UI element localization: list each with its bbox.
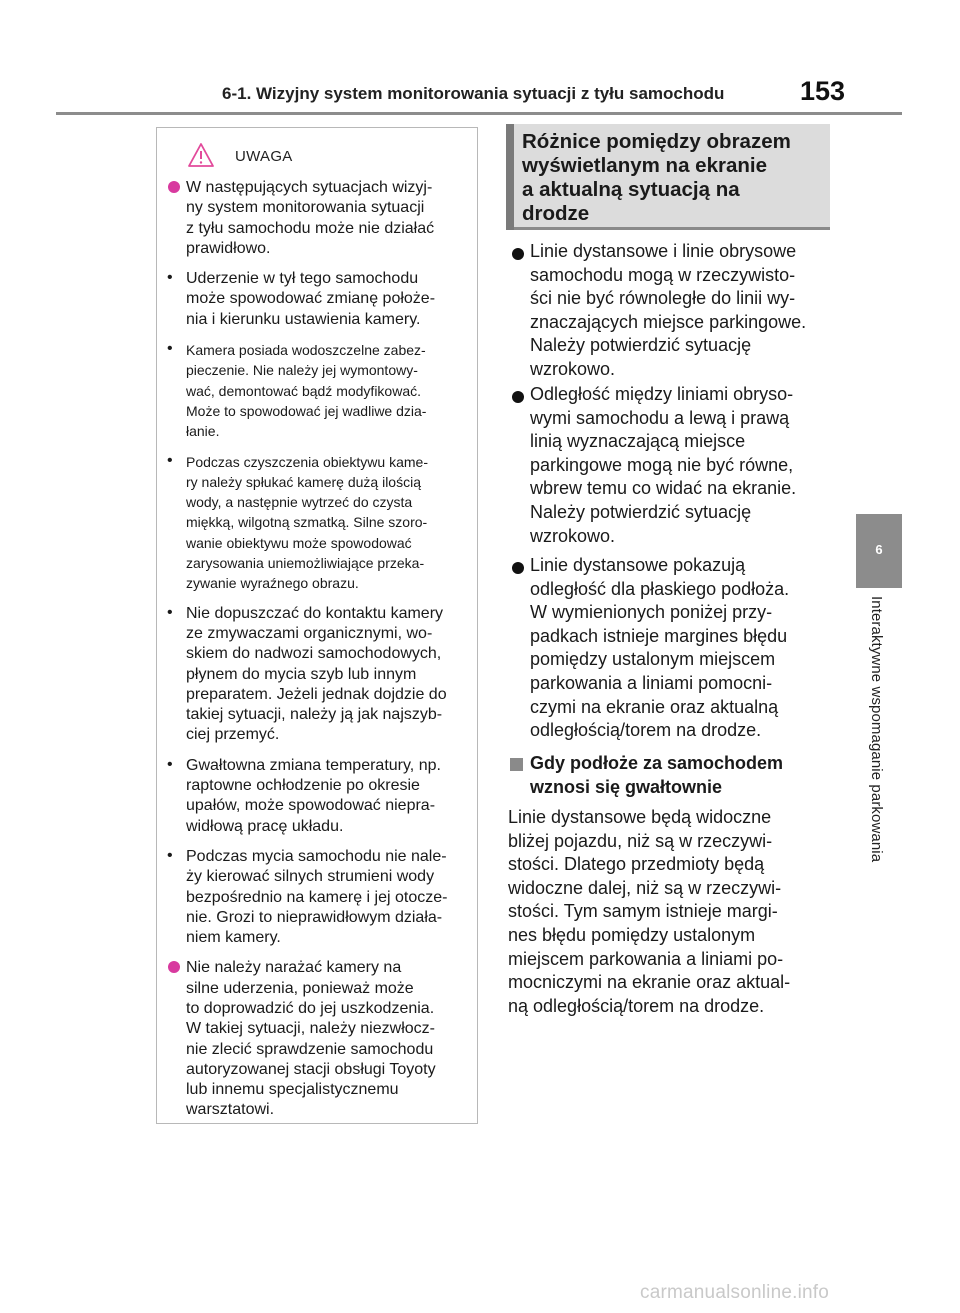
warning-item-text: Uderzenie w tył tego samochodu może spowodować zmianę położe- nia i kierunku ustawienia kamery. — [186, 270, 436, 328]
page-number: 153 — [800, 76, 846, 106]
bullet-icon: • — [167, 451, 173, 469]
bullet-icon: • — [167, 603, 173, 621]
warning-item — [157, 756, 477, 837]
section-item-text: Linie dystansowe i linie obrysowe samochodu mogą w rzeczywisto- ści nie być równoległe do linii wy- znaczających miejsce parkingowe. Należy potwierdzić sytuację wzrokowo. — [530, 241, 807, 379]
warning-item-text: Podczas czyszczenia obiektywu kame- ry należy spłukać kamerę dużą ilością wody, a następnie wytrzeć do czysta miękką, wilgotną szmatką. Silne szoro- wanie obiektywu może spowodować zarysowania uniemożliwiające przeka- zywanie wyraźnego obrazu. — [186, 453, 428, 592]
header-rule — [56, 112, 902, 115]
section-item-text: Linie dystansowe pokazują odległość dla płaskiego podłoża. W wymienionych poniżej przy- padkach istnieje margines błędu pomiędzy ustalonym miejscem parkowania a liniami pomocni- czymi na ekranie oraz aktualną odległością/torem na drodze. — [530, 555, 790, 741]
black-dot-icon — [512, 248, 524, 260]
section-item — [508, 240, 832, 382]
warning-box — [156, 127, 478, 1124]
body-paragraph: Linie dystansowe będą widoczne bliżej pojazdu, niż są w rzeczywi- stości. Dlatego przedmioty będą widoczne dalej, niż są w rzeczywi- stości. Tym samym istnieje margi- nes błędu pomiędzy ustalonym miejscem parkowania a liniami po- mocniczymi na ekranie oraz aktual- ną odległością/torem na drodze. — [508, 807, 791, 1016]
pink-dot-icon — [168, 961, 180, 973]
bullet-icon: • — [167, 269, 173, 287]
watermark: carmanualsonline.info — [640, 1282, 830, 1303]
warning-item-text: Kamera posiada wodoszczelne zabez- pieczenie. Nie należy jej wymontowy- wać, demontować bądź modyfikować. Może to spowodować jej wadliwe dzia- łanie. — [186, 342, 427, 440]
warning-item-text: W następujących sytuacjach wizyj- ny system monitorowania sytuacji z tyłu samochodu może nie działać prawidłowo. — [186, 179, 435, 257]
section-item — [508, 554, 832, 743]
subheading — [508, 752, 832, 799]
running-header: 6-1. Wizyjny system monitorowania sytuacji z tyłu samochodu — [222, 84, 725, 103]
warning-header — [173, 142, 463, 170]
bullet-icon: • — [167, 340, 173, 358]
section-item — [508, 383, 832, 548]
warning-triangle-icon — [187, 142, 215, 168]
black-dot-icon — [512, 562, 524, 574]
black-dot-icon — [512, 391, 524, 403]
warning-item-text: Nie dopuszczać do kontaktu kamery ze zmywaczami organicznymi, wo- skiem do nadwozi samochodowych, płynem do mycia szyb lub innym preparatem. Jeżeli jednak dojdzie do takiej sytuacji, należy ją jak najszyb- ciej przemyć. — [186, 604, 447, 744]
warning-item-text: Gwałtowna zmiana temperatury, np. raptowne ochłodzenie po okresie upałów, może spowodować niepra- widłową pracę układu. — [186, 756, 441, 835]
section-heading-accent — [506, 124, 514, 230]
warning-item — [157, 452, 477, 594]
warning-item-text: Nie należy narażać kamery na silne uderzenia, ponieważ może to doprowadzić do jej uszkodzenia. W takiej sytuacji, należy niezwłocz- nie zlecić sprawdzenie samochodu autoryzowanej stacji obsługi Toyoty lub innemu specjalistycznemu warsztatowi. — [186, 959, 436, 1119]
warning-item — [157, 340, 477, 441]
warning-list — [157, 178, 477, 1131]
warning-item — [157, 604, 477, 746]
chapter-number: 6 — [875, 542, 883, 557]
bullet-icon: • — [167, 846, 173, 864]
section-item-text: Odległość między liniami obryso- wymi samochodu a lewą i prawą linią wyznaczającą miejsce parkingowe mogą nie być równe, wbrew temu co widać na ekranie. Należy potwierdzić sytuację wzrokowo. — [530, 384, 797, 546]
warning-item — [157, 178, 477, 259]
pink-dot-icon — [168, 181, 180, 193]
warning-item-text: Podczas mycia samochodu nie nale- ży kierować silnych strumieni wody bezpośrednio na kamerę i jej otocze- nie. Grozi to nieprawidłowym działa- niem kamery. — [186, 847, 448, 947]
square-bullet-icon — [510, 758, 523, 771]
warning-item — [157, 958, 477, 1120]
chapter-tab — [856, 514, 902, 588]
section-title: Różnice pomiędzy obrazem wyświetlanym na ekranie a aktualną sytuacją na drodze — [522, 130, 791, 225]
warning-item — [157, 269, 477, 330]
warning-item — [157, 847, 477, 948]
bullet-icon: • — [167, 755, 173, 773]
warning-label: UWAGA — [235, 148, 293, 165]
chapter-label: Interaktywne wspomaganie parkowania — [868, 596, 885, 863]
subheading-text: Gdy podłoże za samochodem wznosi się gwałtownie — [530, 753, 784, 797]
